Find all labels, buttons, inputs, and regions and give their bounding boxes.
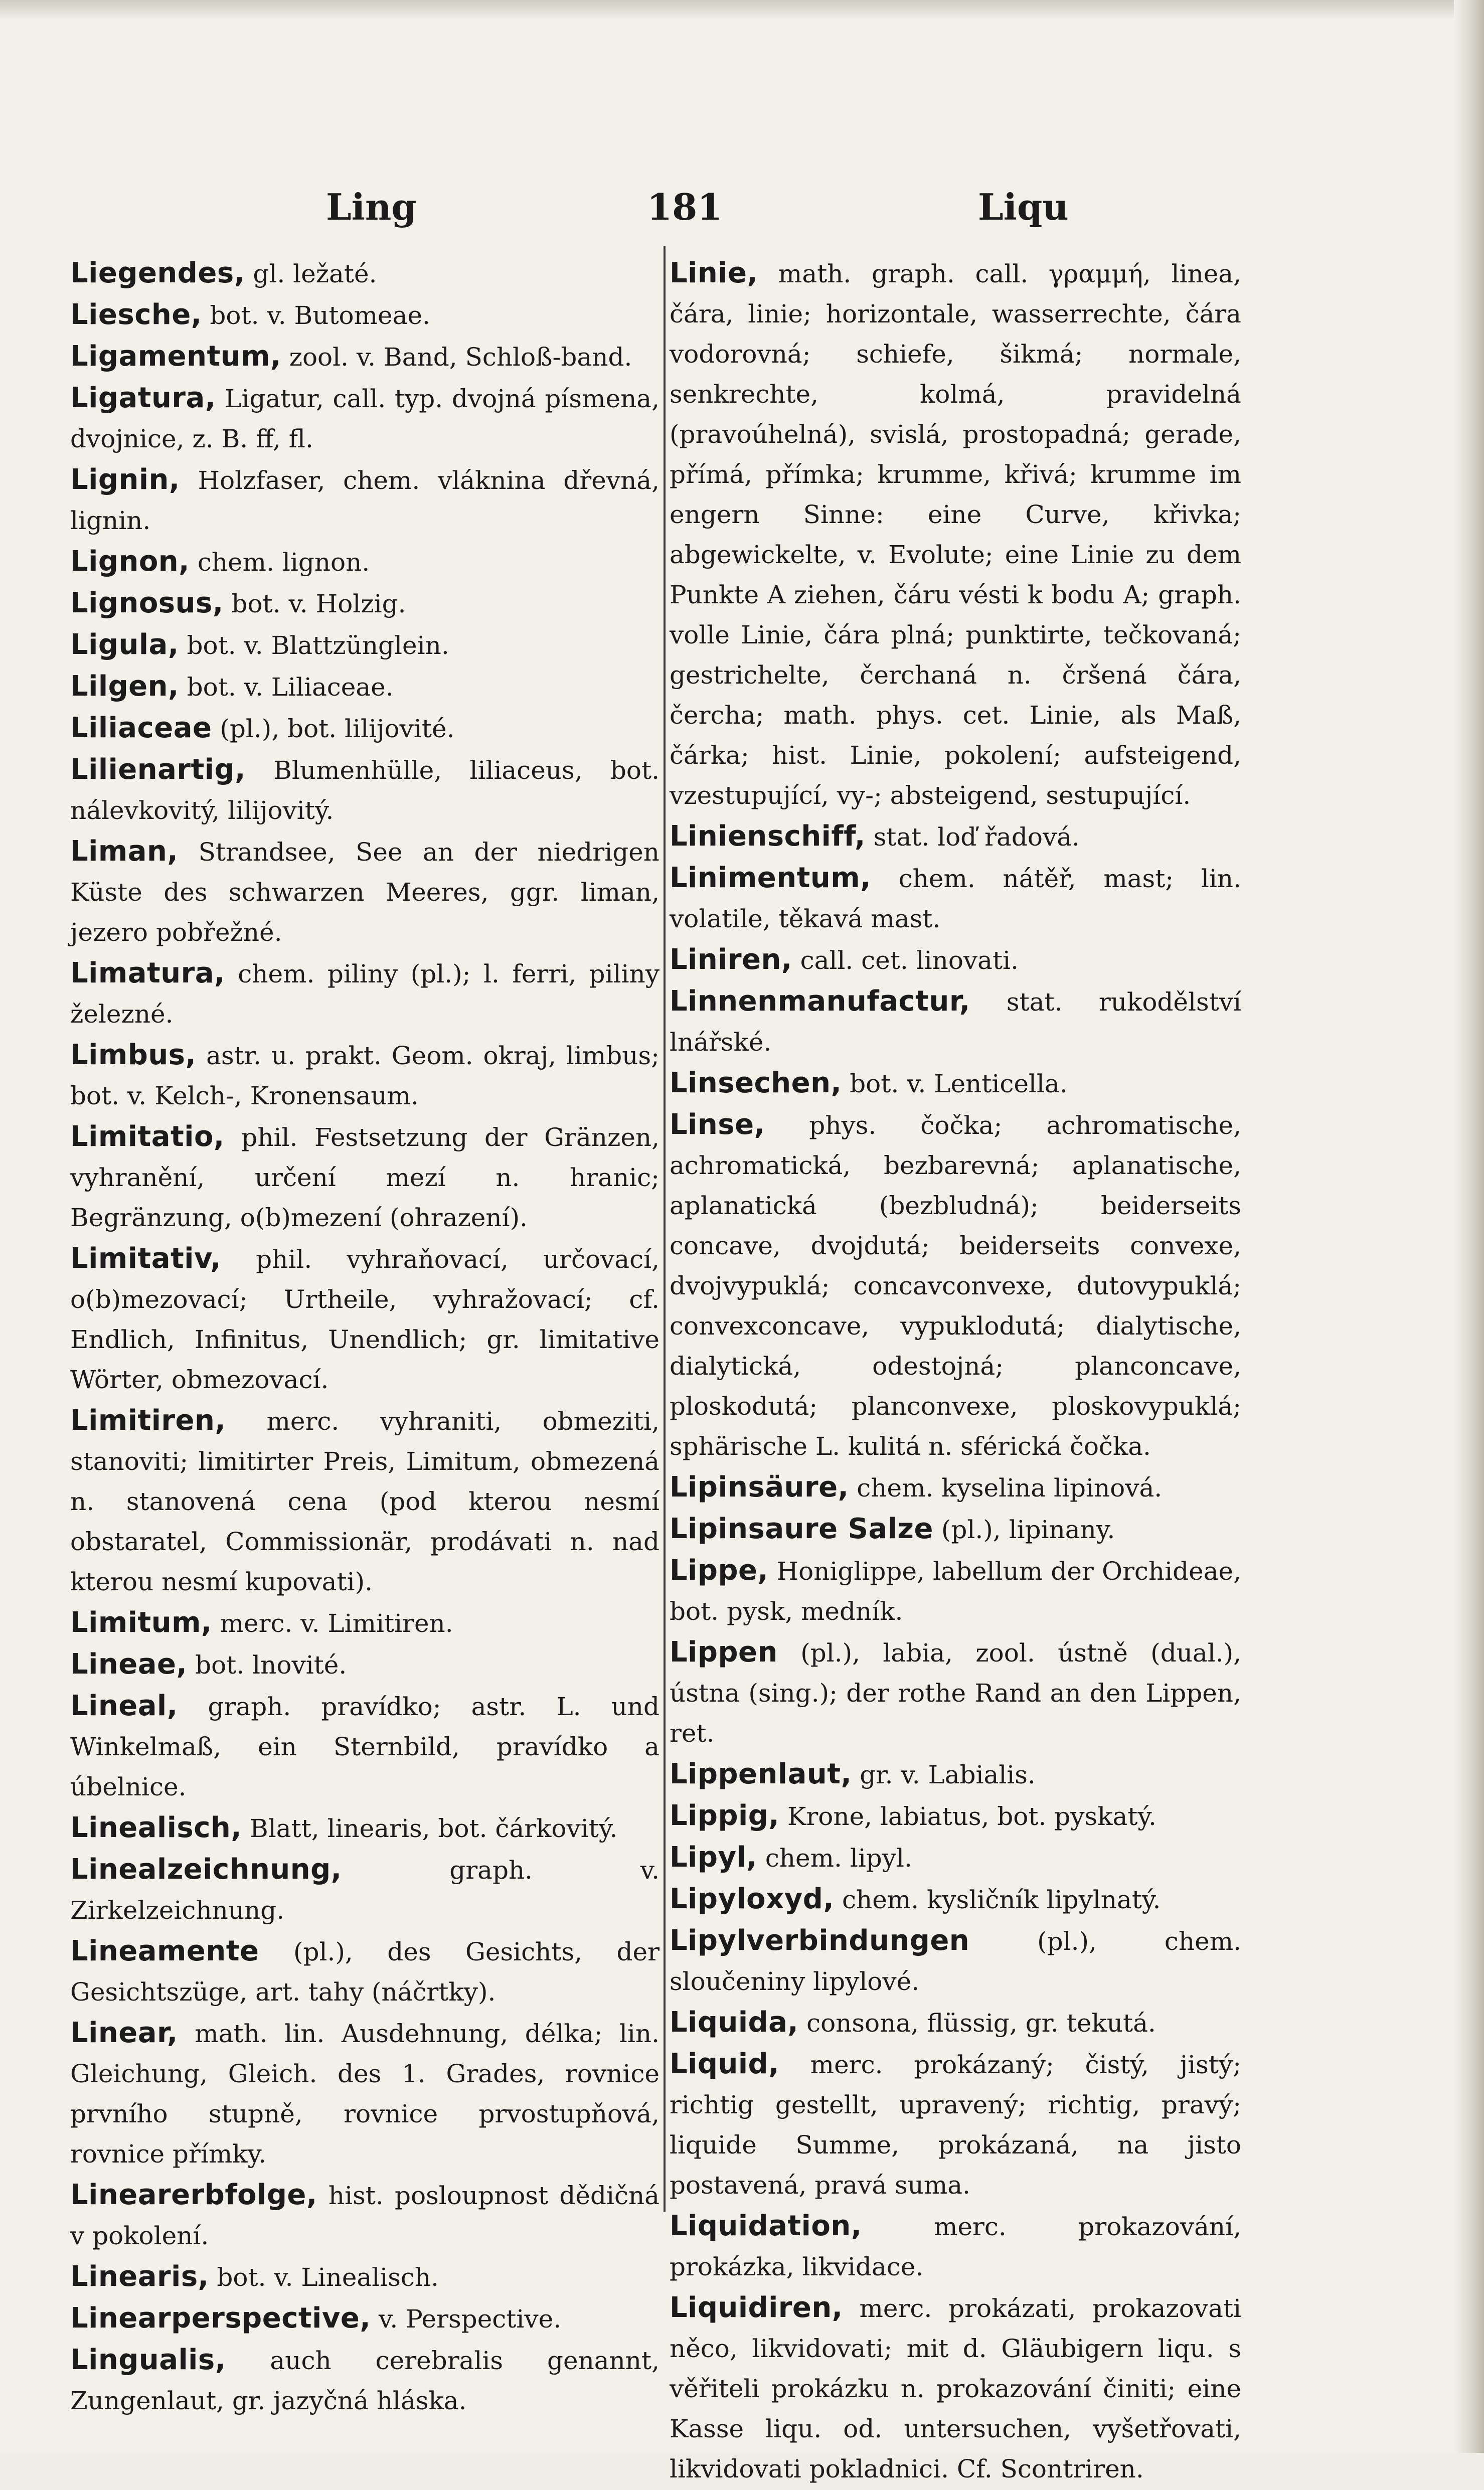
dictionary-entry bbox=[670, 1796, 1241, 1837]
entry-definition: chem. kysličník lipylnatý. bbox=[834, 1885, 1161, 1914]
entry-headword: Linse, bbox=[670, 1108, 765, 1141]
entry-headword: Liliaceae bbox=[70, 712, 212, 744]
dictionary-entry bbox=[70, 2298, 659, 2339]
entry-definition: gr. v. Labialis. bbox=[852, 1760, 1036, 1789]
entry-headword: Linienschiff, bbox=[670, 820, 866, 853]
entry-headword: Lignon, bbox=[70, 545, 190, 578]
entry-definition: merc. prokazování, prokázka, likvidace. bbox=[670, 2212, 1241, 2281]
entry-definition: chem. lipyl. bbox=[757, 1844, 912, 1873]
entry-definition: merc. prokázaný; čistý, jistý; richtig gestellt, upravený; richtig, pravý; liquide Summe, prokázaná, na jisto postavená, pravá suma. bbox=[670, 2050, 1241, 2200]
entry-headword: Linearis, bbox=[70, 2260, 209, 2293]
entry-definition: Blatt, linearis, bot. čárkovitý. bbox=[242, 1814, 618, 1843]
dictionary-entry bbox=[70, 1401, 659, 1602]
entry-headword: Linealisch, bbox=[70, 1811, 242, 1844]
entry-headword: Ligamentum, bbox=[70, 340, 281, 373]
entry-definition: math. lin. Ausdehnung, délka; lin. Gleichung, Gleich. des 1. Grades, rovnice prvního stupně, rovnice prvostupňová, rovnice přímky. bbox=[70, 2019, 659, 2169]
entry-definition: bot. lnovité. bbox=[187, 1650, 347, 1680]
dictionary-entry bbox=[670, 1509, 1241, 1550]
entry-headword: Lignin, bbox=[70, 463, 180, 496]
dictionary-entry bbox=[70, 2013, 659, 2174]
dictionary-entry bbox=[70, 1035, 659, 1116]
entry-definition: merc. prokázati, prokazovati něco, likvidovati; mit d. Gläubigern liqu. s věřiteli prokázku n. prokazování činiti; eine Kasse liqu. od. untersuchen, vyšetřovati, likvidovati pokladnici. Cf. Scontriren. bbox=[670, 2294, 1241, 2483]
entry-definition: chem. nátěř, mast; lin. volatile, těkavá mast. bbox=[670, 864, 1241, 933]
entry-headword: Liman, bbox=[70, 835, 179, 868]
dictionary-entry bbox=[70, 1239, 659, 1400]
entry-definition: Honiglippe, labellum der Orchideae, bot. pysk, medník. bbox=[670, 1557, 1241, 1626]
entry-headword: Lipylverbindungen bbox=[670, 1924, 970, 1957]
entry-headword: Lipinsäure, bbox=[670, 1471, 849, 1504]
entry-definition: graph. pravídko; astr. L. und Winkelmaß, ein Sternbild, pravídko a úbelnice. bbox=[70, 1692, 659, 1801]
dictionary-entry bbox=[670, 1754, 1241, 1795]
dictionary-entry bbox=[70, 708, 659, 749]
entry-headword: Lippig, bbox=[670, 1799, 780, 1832]
entry-headword: Liquida, bbox=[670, 2006, 799, 2039]
entry-headword: Lippe, bbox=[670, 1554, 769, 1587]
dictionary-entry bbox=[70, 1931, 659, 2012]
dictionary-entry bbox=[70, 1603, 659, 1643]
entry-headword: Liquidation, bbox=[670, 2210, 862, 2242]
left-column bbox=[70, 253, 659, 2422]
dictionary-entry bbox=[670, 1467, 1241, 1508]
dictionary-entry bbox=[70, 460, 659, 541]
dictionary-entry bbox=[670, 2003, 1241, 2043]
entry-headword: Lineae, bbox=[70, 1648, 188, 1681]
entry-definition: Holzfaser, chem. vláknina dřevná, lignin. bbox=[70, 466, 659, 535]
entry-headword: Linie, bbox=[670, 257, 758, 289]
entry-headword: Limitiren, bbox=[70, 1404, 226, 1437]
entry-headword: Lipinsaure Salze bbox=[670, 1513, 933, 1545]
dictionary-entry bbox=[670, 2206, 1241, 2287]
dictionary-entry bbox=[70, 1850, 659, 1930]
entry-definition: stat. loď řadová. bbox=[865, 822, 1080, 852]
entry-headword: Liquid, bbox=[670, 2048, 779, 2080]
entry-definition: bot. v. Holzig. bbox=[223, 589, 406, 618]
page-right-edge bbox=[1454, 0, 1484, 2453]
entry-definition: v. Perspective. bbox=[371, 2304, 562, 2334]
entry-headword: Limitativ, bbox=[70, 1242, 222, 1275]
entry-definition: bot. v. Lenticella. bbox=[842, 1069, 1068, 1098]
dictionary-entry bbox=[670, 858, 1241, 939]
dictionary-entry bbox=[70, 953, 659, 1034]
entry-definition: (pl.), lipinany. bbox=[933, 1515, 1115, 1544]
entry-headword: Lignosus, bbox=[70, 587, 224, 619]
entry-headword: Lingualis, bbox=[70, 2344, 226, 2376]
entry-headword: Linearperspective, bbox=[70, 2302, 371, 2335]
entry-headword: Limitum, bbox=[70, 1606, 212, 1639]
entry-headword: Lilienartig, bbox=[70, 753, 246, 786]
dictionary-entry bbox=[70, 2340, 659, 2421]
entry-definition: astr. u. prakt. Geom. okraj, limbus; bot. v. Kelch-, Kronensaum. bbox=[70, 1041, 659, 1110]
entry-definition: graph. v. Zirkelzeichnung. bbox=[70, 1856, 659, 1925]
dictionary-entry bbox=[70, 1644, 659, 1685]
dictionary-entry bbox=[670, 981, 1241, 1062]
entry-headword: Lineamente bbox=[70, 1935, 259, 1967]
page-top-shadow bbox=[0, 0, 1484, 20]
entry-headword: Linealzeichnung, bbox=[70, 1853, 342, 1886]
entry-headword: Ligatura, bbox=[70, 382, 216, 414]
entry-definition: Krone, labiatus, bot. pyskatý. bbox=[779, 1802, 1157, 1831]
dictionary-entry bbox=[670, 2288, 1241, 2489]
entry-definition: call. cet. linovati. bbox=[792, 946, 1019, 975]
entry-definition: Strandsee, See an der niedrigen Küste des schwarzen Meeres, ggr. liman, jezero pobřežné. bbox=[70, 838, 659, 947]
entry-headword: Lilgen, bbox=[70, 670, 179, 703]
entry-headword: Lippenlaut, bbox=[670, 1758, 852, 1790]
entry-definition: stat. rukodělství lnářské. bbox=[670, 987, 1241, 1057]
column-divider bbox=[664, 246, 666, 2212]
dictionary-entry bbox=[670, 1551, 1241, 1631]
dictionary-entry bbox=[670, 1632, 1241, 1753]
entry-headword: Lipyl, bbox=[670, 1841, 757, 1874]
dictionary-entry bbox=[70, 378, 659, 459]
entry-definition: consona, flüssig, gr. tekutá. bbox=[798, 2009, 1156, 2038]
entry-headword: Liniren, bbox=[670, 943, 792, 976]
dictionary-entry bbox=[670, 816, 1241, 857]
entry-headword: Limbus, bbox=[70, 1039, 197, 1071]
entry-headword: Linear, bbox=[70, 2017, 178, 2049]
entry-definition: merc. vyhraniti, obmeziti, stanoviti; limitirter Preis, Limitum, obmezená n. stanovená cena (pod kterou nesmí obstaratel, Commissionär, prodávati n. nad kterou nesmí kupovati). bbox=[70, 1407, 659, 1596]
dictionary-entry bbox=[670, 1879, 1241, 1920]
entry-headword: Liquidiren, bbox=[670, 2291, 843, 2324]
entry-definition: chem. lignon. bbox=[189, 548, 370, 577]
entry-headword: Linimentum, bbox=[670, 862, 871, 894]
dictionary-entry bbox=[670, 940, 1241, 980]
dictionary-entry bbox=[70, 542, 659, 582]
entry-headword: Linsechen, bbox=[670, 1067, 842, 1099]
header-left-guideword: Ling bbox=[326, 186, 417, 228]
dictionary-entry bbox=[70, 667, 659, 707]
entry-definition: phil. Festsetzung der Gränzen, vyhranění, určení mezí n. hranic; Begränzung, o(b)mezení (ohrazení). bbox=[70, 1123, 659, 1232]
entry-definition: (pl.), des Gesichts, der Gesichtszüge, art. tahy (náčrtky). bbox=[70, 1937, 659, 2007]
entry-definition: (pl.), labia, zool. ústně (dual.), ústna (sing.); der rothe Rand an den Lippen, ret. bbox=[670, 1638, 1241, 1748]
header-right-guideword: Liqu bbox=[978, 186, 1069, 228]
entry-definition: chem. kyselina lipinová. bbox=[849, 1473, 1163, 1503]
dictionary-entry bbox=[670, 1063, 1241, 1104]
dictionary-entry bbox=[70, 1686, 659, 1807]
entry-definition: Blumenhülle, liliaceus, bot. nálevkovitý, lilijovitý. bbox=[70, 756, 659, 825]
entry-headword: Linearerbfolge, bbox=[70, 2179, 317, 2211]
dictionary-entry bbox=[70, 832, 659, 952]
entry-definition: (pl.), bot. lilijovité. bbox=[212, 714, 455, 743]
entry-headword: Lippen bbox=[670, 1636, 778, 1669]
dictionary-entry bbox=[670, 1838, 1241, 1878]
entry-headword: Lipyloxyd, bbox=[670, 1883, 835, 1915]
entry-headword: Linnenmanufactur, bbox=[670, 985, 970, 1018]
entry-headword: Ligula, bbox=[70, 628, 179, 661]
entry-definition: gl. ležaté. bbox=[245, 259, 377, 288]
dictionary-entry bbox=[70, 2175, 659, 2256]
entry-definition: hist. posloupnost dědičná v pokolení. bbox=[70, 2181, 659, 2250]
entry-headword: Limatura, bbox=[70, 957, 225, 989]
dictionary-entry bbox=[70, 2257, 659, 2297]
dictionary-entry bbox=[70, 337, 659, 377]
entry-definition: auch cerebralis genannt, Zungenlaut, gr. jazyčná hláska. bbox=[70, 2346, 659, 2415]
entry-headword: Limitatio, bbox=[70, 1120, 225, 1153]
dictionary-entry bbox=[70, 253, 659, 294]
dictionary-entry bbox=[70, 1808, 659, 1849]
entry-definition: bot. v. Blattzünglein. bbox=[179, 631, 449, 660]
entry-definition: bot. v. Liliaceae. bbox=[179, 673, 394, 702]
entry-definition: phys. čočka; achromatische, achromatická, bezbarevná; aplanatische, aplanatická (bezbludná); beiderseits concave, dvojdutá; beiderseits convexe, dvojvypuklá; concavconvexe, dutovypuklá; convexconcave, vypuklodutá; dialytische, dialytická, odestojná; planconcave, ploskodutá; planconvexe, ploskovypuklá; sphärische L. kulitá n. sférická čočka. bbox=[670, 1111, 1241, 1461]
right-column bbox=[670, 253, 1241, 2490]
page-number: 181 bbox=[647, 186, 723, 228]
entry-definition: Ligatur, call. typ. dvojná písmena, dvojnice, z. B. ff, fl. bbox=[70, 384, 659, 453]
dictionary-entry bbox=[70, 583, 659, 624]
entry-headword: Liegendes, bbox=[70, 257, 245, 289]
entry-definition: math. graph. call. γραμμή, linea, čára, linie; horizontale, wasserrechte, čára vodorovná; schiefe, šikmá; normale, senkrechte, kolmá, pravidelná (pravoúhelná), svislá, prostopadná; gerade, přímá, přímka; krumme, křivá; krumme im engern Sinne: eine Curve, křivka; abgewickelte, v. Evolute; eine Linie zu dem Punkte A ziehen, čáru vésti k bodu A; graph. volle Linie, čára plná; punktirte, tečkovaná; gestrichelte, čerchaná n. čršená čára, čercha; math. phys. cet. Linie, als Maß, čárka; hist. Linie, pokolení; aufsteigend, vzestupující, vy-; absteigend, sestupující. bbox=[670, 259, 1241, 810]
dictionary-entry bbox=[670, 1921, 1241, 2002]
running-header bbox=[326, 186, 1078, 241]
dictionary-entry bbox=[70, 1117, 659, 1238]
entry-definition: phil. vyhraňovací, určovací, o(b)mezovací; Urtheile, vyhražovací; cf. Endlich, Infinitus, Unendlich; gr. limitative Wörter, obmezovací. bbox=[70, 1245, 659, 1394]
entry-definition: bot. v. Butomeae. bbox=[202, 301, 430, 330]
dictionary-entry bbox=[70, 625, 659, 666]
entry-definition: chem. piliny (pl.); l. ferri, piliny železné. bbox=[70, 959, 659, 1029]
entry-definition: merc. v. Limitiren. bbox=[212, 1609, 453, 1638]
entry-definition: zool. v. Band, Schloß-band. bbox=[281, 343, 632, 372]
dictionary-entry bbox=[70, 295, 659, 336]
dictionary-entry bbox=[670, 253, 1241, 815]
entry-headword: Liesche, bbox=[70, 298, 202, 331]
dictionary-entry bbox=[70, 750, 659, 831]
entry-headword: Lineal, bbox=[70, 1690, 178, 1722]
entry-definition: (pl.), chem. sloučeniny lipylové. bbox=[670, 1927, 1241, 1996]
entry-definition: bot. v. Linealisch. bbox=[209, 2263, 439, 2292]
dictionary-entry bbox=[670, 2044, 1241, 2205]
dictionary-entry bbox=[670, 1105, 1241, 1466]
